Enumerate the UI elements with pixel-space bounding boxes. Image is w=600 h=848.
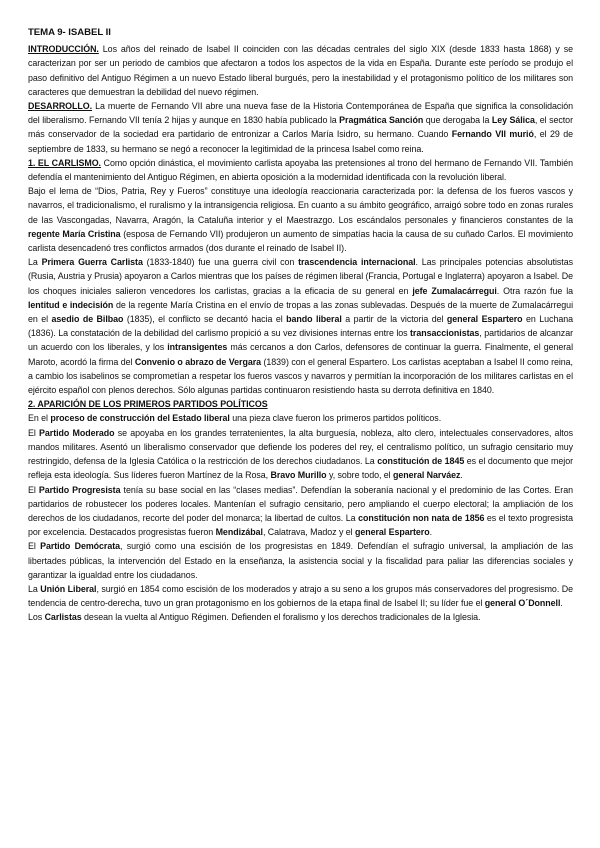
intro-paragraph: INTRODUCCIÓN. Los años del reinado de Isabel II coinciden con las décadas centrales del siglo XIX (desde 1833 hasta 1868) y se caracterizan por ser un periodo de cambios que afectaron a todos los aspectos de la vida en España. Durante este período se produjo el paso definitivo del Antiguo Régimen a un nuevo Estado liberal burgués, pero la inestabilidad y el protagonismo político de los militares son caracteres que demuestran la debilidad del nuevo régimen. [28,44,573,97]
text-run: más cercanos a don Carlos, defensores de continuar la guerra. Finalmente, el general Maroto, acordó la firma del [28,342,573,367]
partido-democrata-paragraph [28,539,573,582]
text-run: La [28,583,41,594]
carlismo-paragraph-1: 1. EL CARLISMO. Como opción dinástica, el movimiento carlista apoyaba las pretensiones al trono del hermano de Fernando VII. También defendía el mantenimiento del Antiguo Régimen, en abierta oposición a la modernidad identificada con la revolución liberal. [28,157,573,183]
text-run: es el documento que mejor refleja esta ideología. Sus líderes fueron Martínez de la Rosa, [28,456,573,481]
bold-term: general Espartero [354,527,430,538]
intro-heading: INTRODUCCIÓN. [28,44,99,55]
bold-term: lentitud e indecisión [28,299,114,310]
text-run: El [28,484,39,495]
desarrollo-heading: DESARROLLO. [28,101,93,112]
partidos-intro-paragraph: En el proceso de construcción del Estado liberal una pieza clave fueron los primeros partidos políticos. [28,413,442,424]
document-title: TEMA 9- ISABEL II [28,27,111,38]
text-run: es el texto progresista por excelencia. Destacados progresistas fueron [28,512,573,538]
bold-term: Primera Guerra Carlista [41,257,143,268]
text-run: . Las principales potencias absolutistas (Rusia, Austria y Prusia) apoyaron a Carlos mientras que los países de régimen liberal (Francia, Portugal e Inglaterra) apoyaron a Isabel. De los choques iniciales salieron vencedores los carlistas, gracias a la eficacia de su general en [28,257,573,296]
text-run: . Otra razón fue la [496,285,574,296]
text-run: en Luchana (1836). La constatación de la debilidad del carlismo propició a su vez divisiones internas entre los [28,314,573,339]
union-liberal-paragraph [28,582,573,610]
desarrollo-paragraph: DESARROLLO. La muerte de Fernando VII abre una nueva fase de la Historia Contemporánea de España que significa la consolidación del liberalismo. Fernando VII tenía 2 hijas y aunque en 1830 había publicado la Pragmática Sanción que derogaba la Ley Sálica, el sector más conservador de la sociedad era partidario de entronizar a Carlos María Isidro, su hermano. Cuando Fernando VII murió, el 29 de septiembre de 1833, su hermano se negó a reconocer la legitimidad de la princesa Isabel como reina. [28,101,574,154]
bold-term: trascendencia internacional [298,257,416,268]
text-run: Los [28,612,45,623]
bold-term: general Narváez [393,470,461,481]
text-run: El [28,427,40,438]
text-run: , surgió en 1854 como escisión de los moderados y atrajo a su seno a los grupos más conservadores del progresismo. De tendencia de centro-derecha, tuvo un gran protagonismo en los gobiernos de la etapa final de Isabel II; su líder fue el [28,583,573,609]
bold-term: Partido Progresista [38,484,121,495]
bold-term: general Espartero [446,314,523,325]
carlismo-paragraph-2: Bajo el lema de “Dios, Patria, Rey y Fueros” constituye una ideología reaccionaria caracterizada por: la defensa de los fueros vascos y navarros, el tradicionalismo, el ruralismo y la intransigencia religiosa. En cuanto a su ámbito geográfico, arraigó sobre todo en zonas rurales de las Vascongadas, Navarra, Aragón, la Cataluña interior y el Maestrazgo. Los escándalos personales y financieros constantes de la regente María Cristina (esposa de Fernando VII) produjeron un aumento de simpatías hacia la causa de su cuñado Carlos. El movimiento carlista desencadenó tres conflictos armados (dos durante el reinado de Isabel II). [28,186,573,254]
text-run: . [560,598,563,609]
partidos-heading: 2. APARICIÓN DE LOS PRIMEROS PARTIDOS POLÍTICOS [28,399,268,410]
bold-term: constitución de 1845 [377,456,465,467]
bold-term: bando liberal [286,314,342,325]
bold-term: Carlistas [44,612,82,623]
partido-progresista-paragraph [28,483,573,540]
bold-term: Convenio o abrazo de Vergara [134,356,262,367]
text-run: se apoyaba en los grandes terratenientes, la alta burguesía, nobleza, alto clero, intelectuales conservadores, altos mandos militares. Asentó un liberalismo conservador que defiende los poderes del rey, el centralismo político, un sufragio censitario muy restringido, defensa de la Iglesia Católica o la restricción de los derechos ciudadanos. La [28,427,573,467]
bold-term: Bravo Murillo [270,470,327,481]
bold-term: Unión Liberal [40,583,97,594]
text-run: , Calatrava, Madoz y el [262,527,355,538]
bold-term: Mendizábal [215,527,263,538]
text-run: de la regente María Cristina en el envío de tropas a las zonas sublevadas. Después de la muerte de Zumalacárregui en el [28,299,573,325]
text-run: (1839) con el general Espartero. Los carlistas aceptaban a Isabel II como reina, a cambio los isabelinos se comprometían a respetar los fueros vascos y navarros y permitían la incorporación de los militares carlistas en el ejército español con plenos derechos. Sólo algunas partidas continuaron resistiendo hasta su derrota definitiva en 1840. [28,356,573,396]
bold-term: Partido Moderado [39,427,115,438]
partido-moderado-paragraph [28,426,573,483]
text-run: a partir de la victoria del [341,314,447,325]
text-run: (1835), el conflicto se decantó hacia el [123,314,287,325]
bold-term: transaccionistas [410,328,480,339]
text-run: , surgió como una escisión de los progresistas en 1849. Defendían el sufragio universal, la ampliación de las libertades públicas, la intervención del Estado en la enseñanza, la asistencia social y la fiscalidad para paliar las diferencias sociales y garantizar la igualdad entre los ciudadanos. [28,541,573,580]
bold-term: constitución non nata de 1856 [358,512,485,523]
bold-term: intransigentes [167,342,228,353]
text-run: tenía su base social en las “clases medias”. Defendían la soberanía nacional y el predominio de las Cortes. Eran partidarios de robustecer los poderes locales. Mantenían el sufragio censitario, pero ampliando el cuerpo electoral; la ampliación de los derechos de los ciudadanos, recorte del poder del monarca; la libertad de cultos. La [28,484,573,523]
text-run: . [460,470,463,481]
text-run: El [28,541,41,552]
text-run: , partidarios de alcanzar un acuerdo con los liberales, y los [28,328,573,353]
partidos-heading-line [28,397,573,411]
primera-guerra-paragraph [28,255,573,397]
bold-term: Partido Demócrata [40,541,121,552]
carlismo-heading: 1. EL CARLISMO. [28,157,101,168]
bold-term: general O´Donnell [484,598,561,609]
bold-term: jefe Zumalacárregui [412,285,497,296]
bold-term: asedio de Bilbao [51,314,124,325]
text-run: (1833-1840) fue una guerra civil con [142,257,299,268]
text-run: y, sobre todo, el [326,470,394,481]
text-run: desean la vuelta al Antiguo Régimen. Defienden el foralismo y los derechos tradicionales de la Iglesia. [81,612,481,623]
text-run: La [28,257,42,268]
carlistas-paragraph [28,610,573,624]
document-page [28,26,573,625]
text-run: . [429,527,433,538]
